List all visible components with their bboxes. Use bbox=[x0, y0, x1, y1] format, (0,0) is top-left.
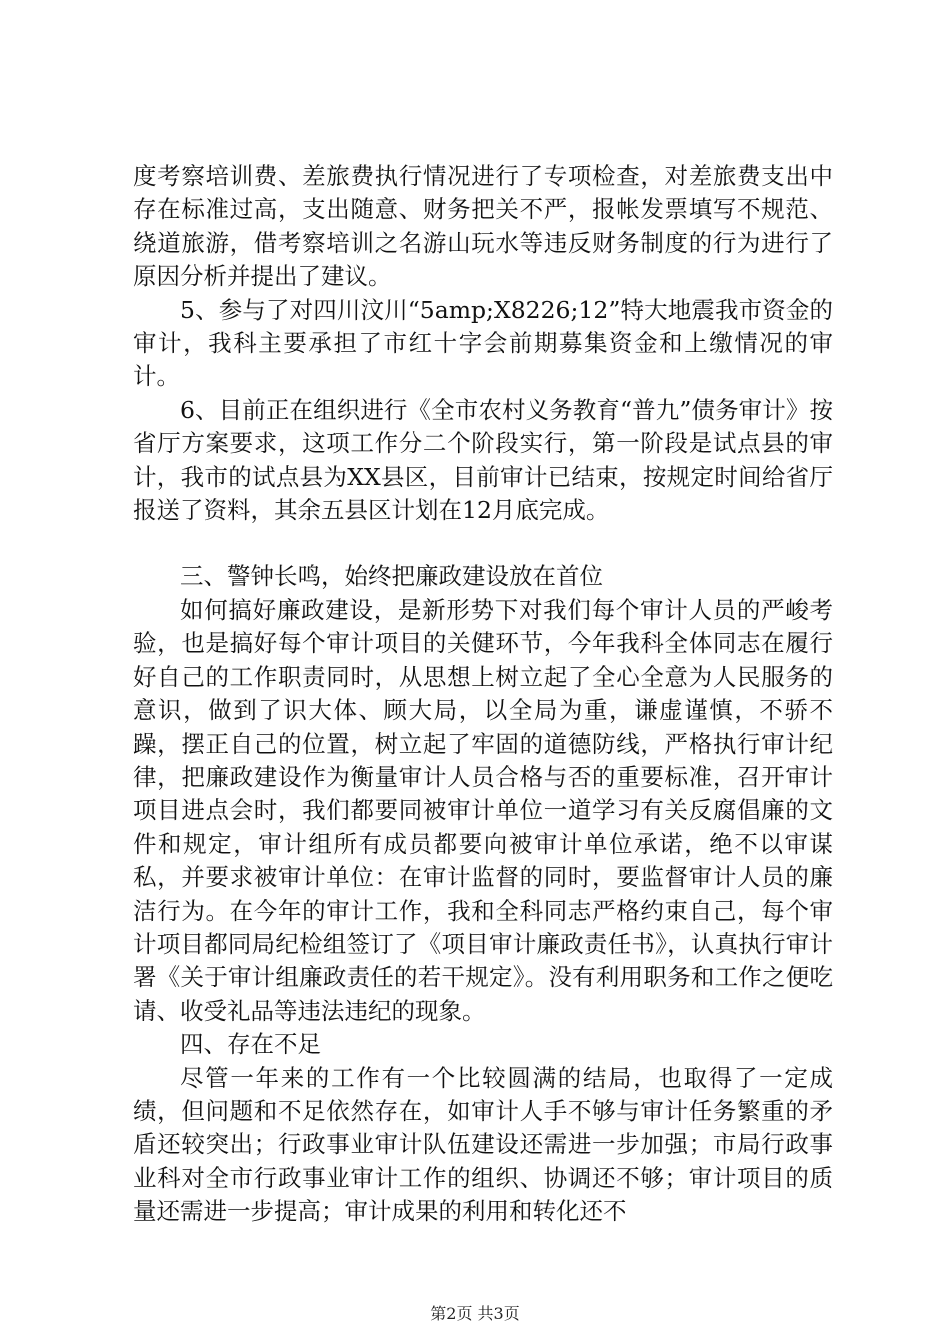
section-heading-4: 四、存在不足 bbox=[180, 1030, 321, 1059]
document-body bbox=[133, 160, 833, 1229]
paragraph-integrity: 如何搞好廉政建设，是新形势下对我们每个审计人员的严峻考验，也是搞好每个审计项目的关健环节，今年我科全体同志在履行好自己的工作职责同时，从思想上树立起了全心全意为人民服务的意识，做到了识大体、顾大局，以全局为重，谦虚谨慎，不骄不躁，摆正自己的位置，树立起了牢固的道德防线，严格执行审计纪律，把廉政建设作为衡量审计人员合格与否的重要标准，召开审计项目进点会时，我们都要同被审计单位一道学习有关反腐倡廉的文件和规定，审计组所有成员都要向被审计单位承诺，绝不以审谋私，并要求被审计单位：在审计监督的同时，要监督审计人员的廉洁行为。在今年的审计工作，我和全科同志严格约束自己，每个审计项目都同局纪检组签订了《项目审计廉政责任书》，认真执行审计署《关于审计组廉政责任的若干规定》。没有利用职务和工作之便吃请、收受礼品等违法违纪的现象。 bbox=[133, 595, 833, 1025]
paragraph-item-6: 6、目前正在组织进行《全市农村义务教育“普九”债务审计》按省厅方案要求，这项工作分二个阶段实行，第一阶段是试点县的审计，我市的试点县为XX县区，目前审计已结束，按规定时间给省厅报送了资料，其余五县区计划在12月底完成。 bbox=[133, 395, 833, 525]
paragraph-continuation: 度考察培训费、差旅费执行情况进行了专项检查，对差旅费支出中存在标准过高，支出随意、财务把关不严，报帐发票填写不规范、绕道旅游，借考察培训之名游山玩水等违反财务制度的行为进行了原因分析并提出了建议。 bbox=[133, 162, 833, 291]
paragraph-item-5: 5、参与了对四川汶川“5amp;X8226;12”特大地震我市资金的审计，我科主要承担了市红十字会前期募集资金和上缴情况的审计。 bbox=[133, 295, 833, 391]
section-heading-3: 三、警钟长鸣，始终把廉政建设放在首位 bbox=[180, 562, 603, 591]
page-number-footer: 第2页 共3页 bbox=[430, 1304, 520, 1323]
paragraph-shortcomings: 尽管一年来的工作有一个比较圆满的结局，也取得了一定成绩，但问题和不足依然存在，如审计人手不够与审计任务繁重的矛盾还较突出；行政事业审计队伍建设还需进一步加强；市局行政事业科对全市行政事业审计工作的组织、协调还不够；审计项目的质量还需进一步提高；审计成果的利用和转化还不 bbox=[133, 1063, 833, 1226]
